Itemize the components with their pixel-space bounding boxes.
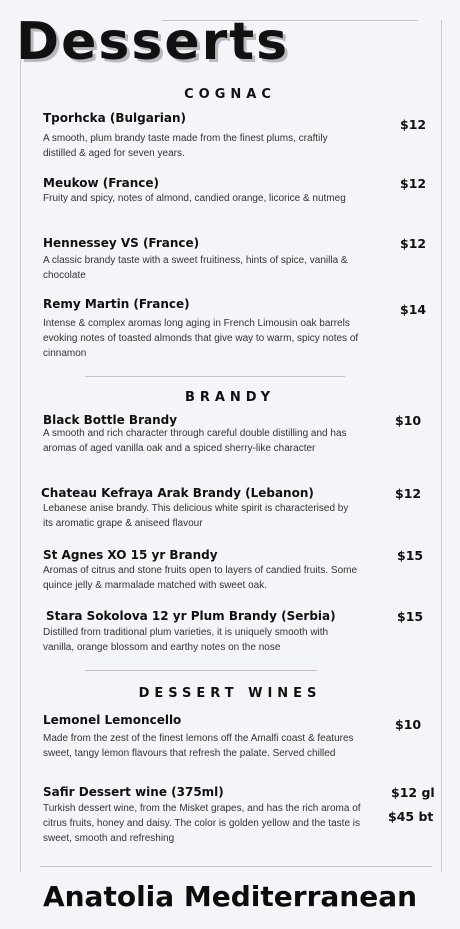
menu-item-price: $12: [395, 486, 422, 501]
menu-item-price: $15: [397, 548, 424, 563]
menu-item-name: Safir Dessert wine (375ml): [43, 785, 224, 799]
left-border-line: [20, 60, 21, 872]
right-border-line: [441, 20, 442, 872]
menu-item-price: $12: [400, 176, 427, 191]
menu-item-price: $14: [400, 302, 427, 317]
section-divider-1: [85, 376, 345, 377]
menu-item-description: Fruity and spicy, notes of almond, candied orange, licorice & nutmeg: [43, 193, 346, 204]
menu-item-name: Stara Sokolova 12 yr Plum Brandy (Serbia): [46, 609, 336, 623]
menu-item-price: $15: [397, 609, 424, 624]
menu-item-name: Meukow (France): [43, 176, 159, 190]
menu-item-description: Aromas of citrus and stone fruits open to layers of candied fruits. Some quince jelly & marmalade matched with sweet oak.: [43, 565, 358, 591]
menu-item-name: Remy Martin (France): [43, 297, 190, 311]
menu-item-description: A smooth and rich character through careful double distilling and has aromas of aged vanilla oak and a spiced sherry-like character: [43, 428, 347, 454]
menu-item-description: Distilled from traditional plum varieties, it is uniquely smooth with vanilla, orange blossom and earthy notes on the nose: [43, 627, 329, 653]
section-heading-brandy: BRANDY: [184, 390, 276, 405]
menu-item-description: A smooth, plum brandy taste made from the finest plums, craftily distilled & aged for seven years.: [43, 133, 328, 159]
menu-item-name: Chateau Kefraya Arak Brandy (Lebanon): [41, 486, 314, 500]
menu-item-description: A classic brandy taste with a sweet fruitiness, hints of spice, vanilla & chocolate: [43, 255, 348, 281]
menu-item-name: Lemonel Lemoncello: [43, 713, 182, 727]
restaurant-name-footer: Anatolia Mediterranean: [42, 880, 418, 913]
menu-item-price-glass: $12 gl: [391, 785, 435, 800]
menu-item-name: St Agnes XO 15 yr Brandy: [43, 548, 218, 562]
section-heading-dessert-wines: DESSERT WINES: [138, 686, 322, 701]
section-heading-cognac: COGNAC: [184, 87, 276, 102]
menu-item-description: Lebanese anise brandy. This delicious white spirit is characterised by its aromatic grape & aniseed flavour: [43, 503, 349, 529]
menu-item-name: Black Bottle Brandy: [43, 413, 178, 427]
menu-item-description: Turkish dessert wine, from the Misket grapes, and has the rich aroma of citrus fruits, honey and daisy. The color is golden yellow and the taste is sweet, smooth and refreshing: [43, 803, 361, 844]
menu-item-price-bottle: $45 bt: [388, 809, 434, 824]
menu-item-description: Made from the zest of the finest lemons off the Amalfi coast & features sweet, tangy lemon flavours that refresh the palate. Served chilled: [43, 733, 354, 759]
menu-item-name: Hennessey VS (France): [43, 236, 200, 250]
page-title: Desserts: [16, 12, 290, 72]
menu-item-price: $12: [400, 236, 427, 251]
menu-item-price: $10: [395, 717, 422, 732]
menu-item-price: $12: [400, 117, 427, 132]
section-divider-2: [85, 670, 317, 671]
menu-item-name: Tporhcka (Bulgarian): [43, 111, 186, 125]
menu-item-price: $10: [395, 413, 422, 428]
menu-item-description: Intense & complex aromas long aging in French Limousin oak barrels evoking notes of toasted almonds that give way to warm, spicy notes of cinnamon: [43, 318, 359, 359]
bottom-divider: [40, 866, 432, 867]
